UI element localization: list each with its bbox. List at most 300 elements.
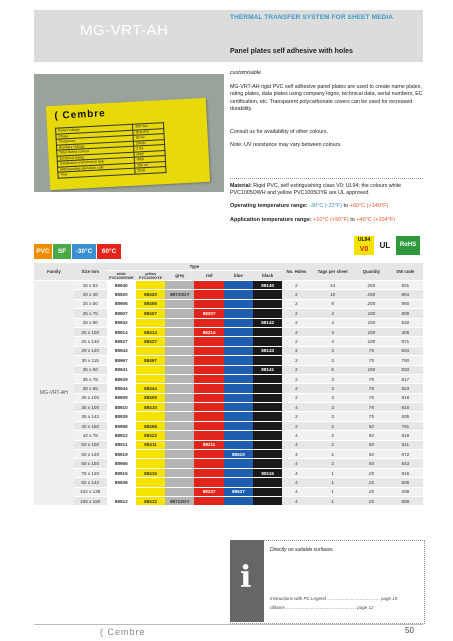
qty-cell: 75 xyxy=(355,412,388,421)
sw-cell: 860 xyxy=(388,299,423,308)
grey-code-cell xyxy=(165,487,194,496)
white-code-cell: 88911 xyxy=(107,440,136,449)
white-code-cell: 88939 xyxy=(107,412,136,421)
pvc-badge: PVC xyxy=(34,244,52,259)
red-code-cell xyxy=(194,356,223,365)
material-text: Material: Rigid PVC, self extinguishing class V0: UL94; the colours white PVC1005OWH and yellow PVC1005OYE are UL approved. xyxy=(230,183,402,197)
red-code-cell xyxy=(194,365,223,374)
blue-code-cell: 88619 xyxy=(224,450,253,459)
blue-code-cell xyxy=(224,440,253,449)
th-red: red xyxy=(194,271,223,281)
red-code-cell xyxy=(194,412,223,421)
table-row xyxy=(34,468,423,477)
holes-cell: 2 xyxy=(282,346,310,355)
grey-code-cell xyxy=(165,374,194,383)
blue-code-cell xyxy=(224,356,253,365)
tags-cell: 3 xyxy=(310,384,355,393)
family-cell: MG-VRT-AH xyxy=(34,281,74,506)
size-cell: 25 x 50 xyxy=(74,299,107,308)
black-code-cell: 88141 xyxy=(253,365,282,374)
yellow-code-cell: 88467 xyxy=(136,356,165,365)
grey-code-cell xyxy=(165,393,194,402)
th-quantity: Quantity xyxy=(355,263,388,281)
red-code-cell xyxy=(194,450,223,459)
black-code-cell xyxy=(253,374,282,383)
grey-code-cell xyxy=(165,478,194,487)
red-code-cell xyxy=(194,403,223,412)
description-note: Note: UV resistance may vary between colours. xyxy=(230,142,342,148)
sw-cell: 823 xyxy=(388,384,423,393)
holes-cell: 2 xyxy=(282,356,310,365)
table-row xyxy=(34,327,423,336)
plate-label: Withstanding operation cold xyxy=(58,163,135,173)
grey-code-cell xyxy=(165,440,194,449)
tags-cell: 1 xyxy=(310,468,355,477)
plate-value: IP66 xyxy=(134,156,165,163)
holes-cell: 2 xyxy=(282,337,310,346)
application-temp: Application temperature range: +10°C (+50°F) to +40°C (+104°F) xyxy=(230,217,396,223)
qty-cell: 75 xyxy=(355,356,388,365)
low-temp-badge: -30°C xyxy=(72,244,96,259)
info-icon: i xyxy=(230,540,264,622)
white-code-cell: 88920 xyxy=(107,290,136,299)
page-number: 50 xyxy=(405,626,414,635)
plate-label: Frequence xyxy=(56,135,133,145)
red-code-cell xyxy=(194,337,223,346)
red-code-cell xyxy=(194,374,223,383)
th-yellow: yellow PVC1005OYE xyxy=(136,271,165,281)
black-code-cell xyxy=(253,450,282,459)
holes-cell: 2 xyxy=(282,309,310,318)
grey-code-cell xyxy=(165,365,194,374)
grey-code-cell xyxy=(165,318,194,327)
holes-cell: 2 xyxy=(282,327,310,336)
holes-cell: 2 xyxy=(282,374,310,383)
red-code-cell: 88214 xyxy=(194,327,223,336)
size-cell: 50 x 150 xyxy=(74,459,107,468)
table-row xyxy=(34,393,423,402)
blue-code-cell xyxy=(224,412,253,421)
plate-value: IP65 xyxy=(134,150,165,157)
blue-code-cell xyxy=(224,309,253,318)
table-row xyxy=(34,356,423,365)
sw-cell: 208 xyxy=(388,487,423,496)
blue-code-cell: 88637 xyxy=(224,487,253,496)
ul-icon: UL xyxy=(379,241,391,250)
ul94-v0-icon: UL94 V0 xyxy=(354,236,374,255)
tags-cell: 2 xyxy=(310,431,355,440)
th-grey: grey xyxy=(165,271,194,281)
qty-cell: 25 xyxy=(355,487,388,496)
black-code-cell xyxy=(253,299,282,308)
table-row xyxy=(34,440,423,449)
th-holes: No. Holes xyxy=(282,263,310,281)
table-row xyxy=(34,374,423,383)
sw-cell: 832 xyxy=(388,318,423,327)
blue-code-cell xyxy=(224,478,253,487)
white-code-cell: 88919 xyxy=(107,450,136,459)
red-code-cell xyxy=(194,290,223,299)
table-row xyxy=(34,309,423,318)
white-code-cell: 88956 xyxy=(107,459,136,468)
tags-cell: 4 xyxy=(310,337,355,346)
plate-logo: ( Cembre xyxy=(54,108,107,122)
blue-code-cell xyxy=(224,374,253,383)
size-cell: 82 x 142 xyxy=(74,478,107,487)
table-row xyxy=(34,412,423,421)
table-row xyxy=(34,403,423,412)
white-code-cell: 88941 xyxy=(107,365,136,374)
sw-cell: 859 xyxy=(388,496,423,505)
tags-cell: 8 xyxy=(310,299,355,308)
yellow-code-cell: 88409 xyxy=(136,393,165,402)
sw-cell: 843 xyxy=(388,459,423,468)
table-row xyxy=(34,384,423,393)
sw-cell: 833 xyxy=(388,365,423,374)
black-code-cell xyxy=(253,356,282,365)
blue-code-cell xyxy=(224,393,253,402)
qty-cell: 100 xyxy=(355,318,388,327)
grey-code-cell xyxy=(165,403,194,412)
plate-label: Installation environment type xyxy=(57,157,134,167)
black-code-cell xyxy=(253,337,282,346)
blue-code-cell xyxy=(224,365,253,374)
size-cell: 25 x 100 xyxy=(74,327,107,336)
holes-cell: 2 xyxy=(282,290,310,299)
info-ref-1: Instructions with PC Legend .......................................... page 10 xyxy=(270,596,398,601)
red-code-cell xyxy=(194,299,223,308)
blue-code-cell xyxy=(224,281,253,290)
holes-cell: 4 xyxy=(282,487,310,496)
grey-code-cell xyxy=(165,337,194,346)
size-cell: 102 x 138 xyxy=(74,487,107,496)
plate-value: 50 Hz xyxy=(133,134,164,141)
footer-logo: ( Cembre xyxy=(100,627,146,637)
black-code-cell xyxy=(253,487,282,496)
white-code-cell: 88910 xyxy=(107,403,136,412)
yellow-code-cell: 88427 xyxy=(136,337,165,346)
black-code-cell xyxy=(253,496,282,505)
plate-label: Rated Voltage xyxy=(56,124,133,134)
qty-cell: 75 xyxy=(355,384,388,393)
size-cell: 30 x 115 xyxy=(74,356,107,365)
blue-code-cell xyxy=(224,403,253,412)
yellow-code-cell xyxy=(136,450,165,459)
tags-cell: 14 xyxy=(310,281,355,290)
black-code-cell xyxy=(253,478,282,487)
blue-code-cell xyxy=(224,290,253,299)
size-cell: 20 x 40 xyxy=(74,290,107,299)
red-code-cell xyxy=(194,478,223,487)
black-code-cell xyxy=(253,421,282,430)
plate-label: Electrical rating xyxy=(57,152,134,162)
blue-code-cell xyxy=(224,431,253,440)
black-code-cell xyxy=(253,327,282,336)
plate-value: 2,5A xyxy=(134,145,165,152)
size-cell: 75 x 120 xyxy=(74,468,107,477)
white-code-cell: 88942 xyxy=(107,318,136,327)
sw-cell: 871 xyxy=(388,337,423,346)
yellow-code-cell xyxy=(136,478,165,487)
red-code-cell xyxy=(194,384,223,393)
grey-code-cell xyxy=(165,421,194,430)
qty-cell: 75 xyxy=(355,346,388,355)
red-code-cell xyxy=(194,468,223,477)
yellow-code-cell xyxy=(136,487,165,496)
footer-divider xyxy=(34,624,423,625)
th-white: white PVC1005OWH xyxy=(107,271,136,281)
tags-cell: 3 xyxy=(310,393,355,402)
table-row xyxy=(34,299,423,308)
size-cell: 105 x 150 xyxy=(74,496,107,505)
size-cell: 50 x 140 xyxy=(74,450,107,459)
white-code-cell: 88922 xyxy=(107,431,136,440)
qty-cell: 75 xyxy=(355,403,388,412)
holes-cell: 2 xyxy=(282,281,310,290)
black-code-cell xyxy=(253,403,282,412)
holes-cell: 2 xyxy=(282,318,310,327)
holes-cell: 4 xyxy=(282,440,310,449)
th-size: Size mm xyxy=(74,263,107,281)
red-code-cell xyxy=(194,318,223,327)
qty-cell: 50 xyxy=(355,440,388,449)
size-cell: 40 x 150 xyxy=(74,421,107,430)
tags-cell: 3 xyxy=(310,412,355,421)
tags-cell: 2 xyxy=(310,440,355,449)
grey-code-cell xyxy=(165,356,194,365)
sw-cell: 306 xyxy=(388,327,423,336)
sw-cell: 872 xyxy=(388,450,423,459)
property-badges xyxy=(34,244,234,259)
rohs-icon: RoHS xyxy=(396,236,420,255)
holes-cell: 2 xyxy=(282,299,310,308)
black-code-cell xyxy=(253,393,282,402)
black-code-cell xyxy=(253,309,282,318)
size-cell: 35 x 100 xyxy=(74,403,107,412)
yellow-code-cell xyxy=(136,374,165,383)
white-code-cell: 88940 xyxy=(107,281,136,290)
blue-code-cell xyxy=(224,346,253,355)
qty-cell: 150 xyxy=(355,365,388,374)
red-code-cell: 88207 xyxy=(194,309,223,318)
red-code-cell xyxy=(194,459,223,468)
table-row xyxy=(34,478,423,487)
yellow-code-cell xyxy=(136,346,165,355)
white-code-cell: 88967 xyxy=(107,356,136,365)
qty-cell: 25 xyxy=(355,468,388,477)
size-cell: 15 x 52 xyxy=(74,281,107,290)
table-row xyxy=(34,450,423,459)
black-code-cell xyxy=(253,440,282,449)
qty-cell: 50 xyxy=(355,431,388,440)
customisable-label: customisable xyxy=(230,70,261,76)
holes-cell: 4 xyxy=(282,450,310,459)
qty-cell: 100 xyxy=(355,337,388,346)
red-code-cell: 88211 xyxy=(194,440,223,449)
tags-cell: 2 xyxy=(310,450,355,459)
black-code-cell: 88143 xyxy=(253,346,282,355)
black-code-cell: 88140 xyxy=(253,281,282,290)
white-code-cell: 88938 xyxy=(107,478,136,487)
size-cell: 35 x 75 xyxy=(74,374,107,383)
sw-cell: 811 xyxy=(388,440,423,449)
size-cell: 50 x 100 xyxy=(74,440,107,449)
grey-code-cell xyxy=(165,468,194,477)
table-row xyxy=(34,487,423,496)
table-row xyxy=(34,337,423,346)
product-title: MG-VRT-AH xyxy=(80,22,169,39)
sw-cell: 836 xyxy=(388,478,423,487)
tags-cell: 4 xyxy=(310,309,355,318)
red-code-cell: 88237 xyxy=(194,487,223,496)
yellow-code-cell xyxy=(136,412,165,421)
black-code-cell xyxy=(253,290,282,299)
blue-code-cell xyxy=(224,337,253,346)
sw-cell: 817 xyxy=(388,374,423,383)
white-code-cell: 88927 xyxy=(107,337,136,346)
white-code-cell: 88943 xyxy=(107,346,136,355)
yellow-code-cell: 88412 xyxy=(136,496,165,505)
tags-cell: 2 xyxy=(310,421,355,430)
plate-value: 100 mt xyxy=(134,161,165,168)
description-para-2: Consult us for availability of other colours. xyxy=(230,129,329,135)
sw-cell: 780 xyxy=(388,356,423,365)
holes-cell: 2 xyxy=(282,412,310,421)
red-code-cell xyxy=(194,393,223,402)
grey-code-cell xyxy=(165,450,194,459)
table-row xyxy=(34,431,423,440)
white-code-cell: 88906 xyxy=(107,299,136,308)
tags-cell: 10 xyxy=(310,290,355,299)
white-code-cell: 88968 xyxy=(107,421,136,430)
yellow-code-cell: 88411 xyxy=(136,440,165,449)
red-code-cell xyxy=(194,346,223,355)
blue-code-cell xyxy=(224,421,253,430)
divider xyxy=(230,178,423,179)
description-para-1: MG-VRT-AH rigid PVC self adhesive panel plates are used to create name plates, rating plates, data plates using company logos, technical data, serial numbers, EC certification, etc. Transparent polycarbonate covers can be used for increased durability. xyxy=(230,84,423,113)
tags-cell: 6 xyxy=(310,365,355,374)
plate-data-table xyxy=(55,122,166,178)
plate-value: 24Vdc xyxy=(133,139,164,146)
tags-cell: 4 xyxy=(310,327,355,336)
blue-code-cell xyxy=(224,468,253,477)
qty-cell: 200 xyxy=(355,299,388,308)
th-blue: blue xyxy=(224,271,253,281)
yellow-code-cell: 88468 xyxy=(136,421,165,430)
yellow-code-cell xyxy=(136,459,165,468)
holes-cell: 2 xyxy=(282,421,310,430)
yellow-code-cell: 88420 xyxy=(136,290,165,299)
grey-code-cell xyxy=(165,412,194,421)
qty-cell: 75 xyxy=(355,393,388,402)
blue-code-cell xyxy=(224,327,253,336)
grey-code-cell: 88720GY xyxy=(165,290,194,299)
th-tags: Tags per sheet xyxy=(310,263,355,281)
black-code-cell xyxy=(253,431,282,440)
info-ref-2: ribbons ........................................................ page 11 xyxy=(270,605,374,610)
table-row xyxy=(34,421,423,430)
product-photo xyxy=(34,74,224,192)
qty-cell: 50 xyxy=(355,459,388,468)
blue-code-cell xyxy=(224,459,253,468)
size-cell: 25 x 140 xyxy=(74,337,107,346)
holes-cell: 4 xyxy=(282,431,310,440)
blue-code-cell xyxy=(224,496,253,505)
qty-cell: 100 xyxy=(355,309,388,318)
tags-cell: 3 xyxy=(310,356,355,365)
grey-code-cell xyxy=(165,384,194,393)
size-cell: 42 x 78 xyxy=(74,431,107,440)
size-cell: 35 x 50 xyxy=(74,365,107,374)
plate-value: 3PH+PE xyxy=(133,128,164,135)
white-code-cell: 88944 xyxy=(107,384,136,393)
holes-cell: 4 xyxy=(282,403,310,412)
th-sw: SW code xyxy=(388,263,423,281)
tags-cell: 3 xyxy=(310,403,355,412)
plate-label: Auxiliary Voltage xyxy=(56,141,133,151)
white-code-cell: 88912 xyxy=(107,496,136,505)
size-cell: 25 x 80 xyxy=(74,318,107,327)
yellow-code-cell xyxy=(136,365,165,374)
yellow-code-cell: 88444 xyxy=(136,384,165,393)
white-code-cell: 88907 xyxy=(107,309,136,318)
red-code-cell xyxy=(194,281,223,290)
high-temp-badge: 60°C xyxy=(97,244,121,259)
tags-cell: 4 xyxy=(310,318,355,327)
tags-cell: 3 xyxy=(310,346,355,355)
white-code-cell: 88914 xyxy=(107,327,136,336)
size-cell: 35 x 142 xyxy=(74,412,107,421)
sw-cell: 864 xyxy=(388,290,423,299)
sw-cell: 819 xyxy=(388,431,423,440)
size-cell: 29 x 140 xyxy=(74,346,107,355)
grey-code-cell xyxy=(165,299,194,308)
table-row xyxy=(34,459,423,468)
operating-temp: Operating temperature range: -30°C (-22°F) to +60°C (+140°F) xyxy=(230,203,389,209)
yellow-code-cell: 88406 xyxy=(136,299,165,308)
qty-cell: 25 xyxy=(355,478,388,487)
yellow-code-cell: 88415 xyxy=(136,468,165,477)
grey-code-cell xyxy=(165,346,194,355)
holes-cell: 2 xyxy=(282,393,310,402)
holes-cell: 4 xyxy=(282,468,310,477)
table-row xyxy=(34,318,423,327)
yellow-code-cell: 88407 xyxy=(136,309,165,318)
product-table xyxy=(34,263,423,506)
grey-code-cell xyxy=(165,459,194,468)
qty-cell: 250 xyxy=(355,290,388,299)
info-text: Directly on suitable surfaces. xyxy=(270,547,334,553)
qty-cell: 250 xyxy=(355,281,388,290)
grey-code-cell xyxy=(165,309,194,318)
table-row xyxy=(34,365,423,374)
sw-cell: 816 xyxy=(388,468,423,477)
size-cell: 25 x 75 xyxy=(74,309,107,318)
plate-label: Phase xyxy=(56,130,133,140)
holes-cell: 4 xyxy=(282,459,310,468)
plate-value: 2018 xyxy=(135,167,166,174)
product-subtitle: Panel plates self adhesive with holes xyxy=(230,48,353,55)
qty-cell: 50 xyxy=(355,421,388,430)
white-code-cell: 88929 xyxy=(107,374,136,383)
section-tag: THERMAL TRANSFER SYSTEM FOR SHEET MEDIA xyxy=(230,14,394,21)
grey-code-cell xyxy=(165,431,194,440)
yellow-code-cell: 88410 xyxy=(136,403,165,412)
table-row xyxy=(34,496,423,505)
black-code-cell xyxy=(253,384,282,393)
qty-cell: 100 xyxy=(355,327,388,336)
table-row xyxy=(34,290,423,299)
